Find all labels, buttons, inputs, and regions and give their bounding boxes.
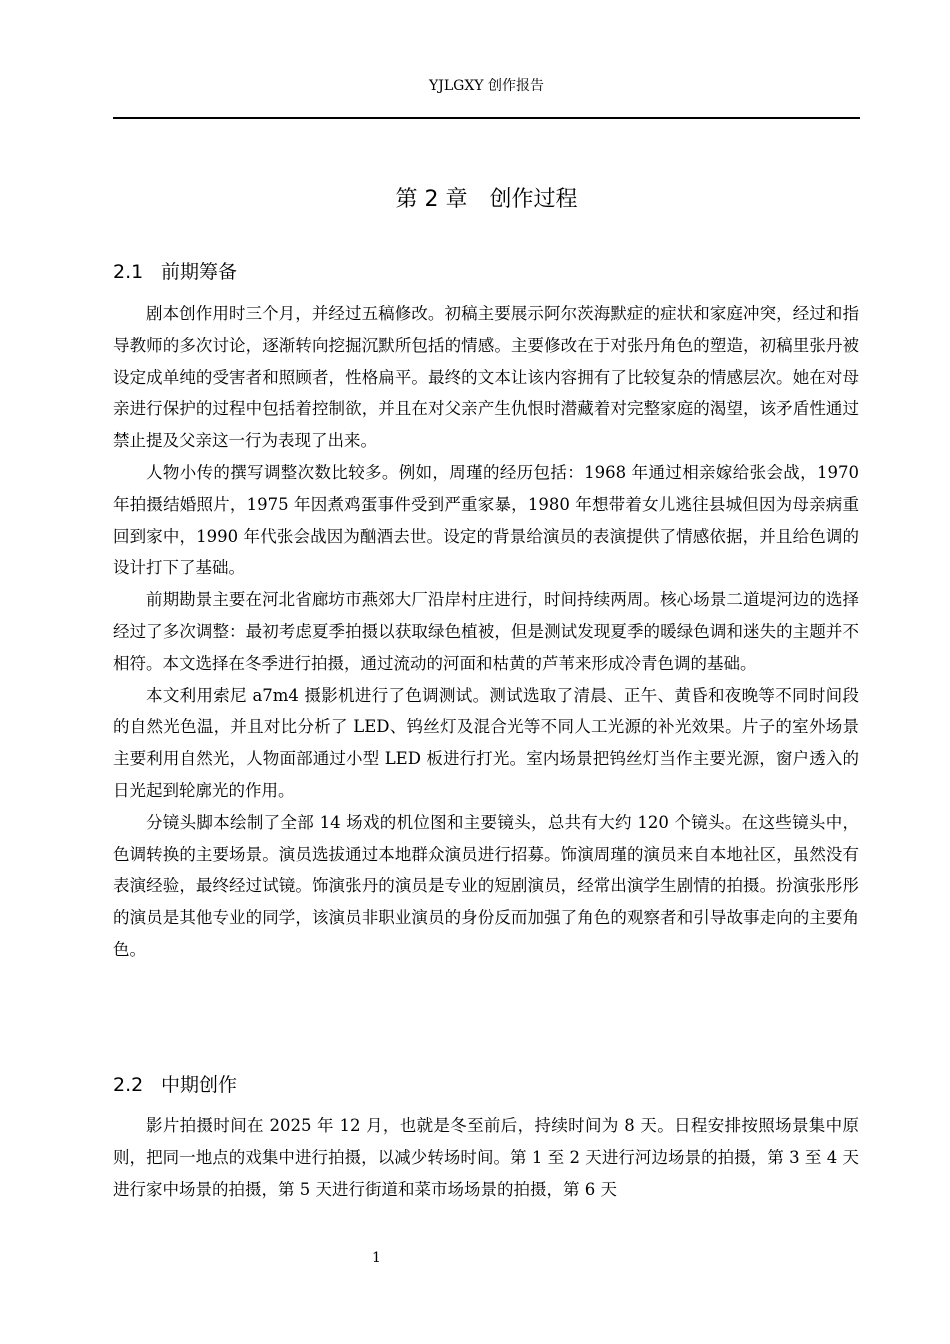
paragraph: 前期勘景主要在河北省廊坊市燕郊大厂沿岸村庄进行，时间持续两周。核心场景二道堤河边的选择经过了多次调整：最初考虑夏季拍摄以获取绿色植被，但是测试发现夏季的暖绿色调和迷失的主题并不相符。本文选择在冬季进行拍摄，通过流动的河面和枯黄的芦苇来形成冷青色调的基础。 (113, 590, 859, 673)
chapter-title: 第 2 章 创作过程 (395, 187, 578, 212)
section-heading-2-1 (113, 258, 860, 286)
page-header: YJLGXY 创作报告 (429, 78, 544, 94)
paragraph: 分镜头脚本绘制了全部 14 场戏的机位图和主要镜头，总共有大约 120 个镜头。在这些镜头中，色调转换的主要场景。演员选拔通过本地群众演员进行招募。饰演周瑾的演员来自本地社区，虽然没有表演经验，最终经过试镜。饰演张丹的演员是专业的短剧演员，经常出演学生剧情的拍摄。扮演张彤彤的演员是其他专业的同学，该演员非职业演员的身份反而加强了角色的观察者和引导故事走向的主要角色。 (113, 812, 859, 959)
section-body-2-1 (113, 298, 859, 966)
header-rule (113, 117, 860, 119)
section-title: 中期创作 (161, 1074, 238, 1096)
section-body-2-2 (113, 1110, 859, 1205)
section-heading-2-2 (113, 1071, 860, 1099)
section-title: 前期筹备 (161, 261, 238, 283)
paragraph: 人物小传的撰写调整次数比较多。例如，周瑾的经历包括：1968 年通过相亲嫁给张会战，1970 年拍摄结婚照片，1975 年因煮鸡蛋事件受到严重家暴，1980 年想带着女儿逃往县城但因为母亲病重回到家中，1990 年代张会战因为酗酒去世。设定的背景给演员的表演提供了情感依据，并且给色调的设计打下了基础。 (113, 462, 859, 578)
section-number: 2.1 (113, 261, 144, 283)
page-number: 1 (372, 1250, 381, 1266)
paragraph: 剧本创作用时三个月，并经过五稿修改。初稿主要展示阿尔茨海默症的症状和家庭冲突，经过和指导教师的多次讨论，逐渐转向挖掘沉默所包括的情感。主要修改在于对张丹角色的塑造，初稿里张丹被设定成单纯的受害者和照顾者，性格扁平。最终的文本让该内容拥有了比较复杂的情感层次。她在对母亲进行保护的过程中包括着控制欲，并且在对父亲产生仇恨时潜藏着对完整家庭的渴望，该矛盾性通过禁止提及父亲这一行为表现了出来。 (113, 304, 859, 451)
paragraph: 影片拍摄时间在 2025 年 12 月，也就是冬至前后，持续时间为 8 天。日程安排按照场景集中原则，把同一地点的戏集中进行拍摄，以减少转场时间。第 1 至 2 天进行河边场景的拍摄，第 3 至 4 天进行家中场景的拍摄，第 5 天进行街道和菜市场场景的拍摄，第 6 天 (113, 1116, 859, 1199)
section-number: 2.2 (113, 1074, 144, 1096)
paragraph: 本文利用索尼 a7m4 摄影机进行了色调测试。测试选取了清晨、正午、黄昏和夜晚等不同时间段的自然光色温，并且对比分析了 LED、钨丝灯及混合光等不同人工光源的补光效果。片子的室外场景主要利用自然光，人物面部通过小型 LED 板进行打光。室内场景把钨丝灯当作主要光源，窗户透入的日光起到轮廓光的作用。 (113, 685, 859, 800)
